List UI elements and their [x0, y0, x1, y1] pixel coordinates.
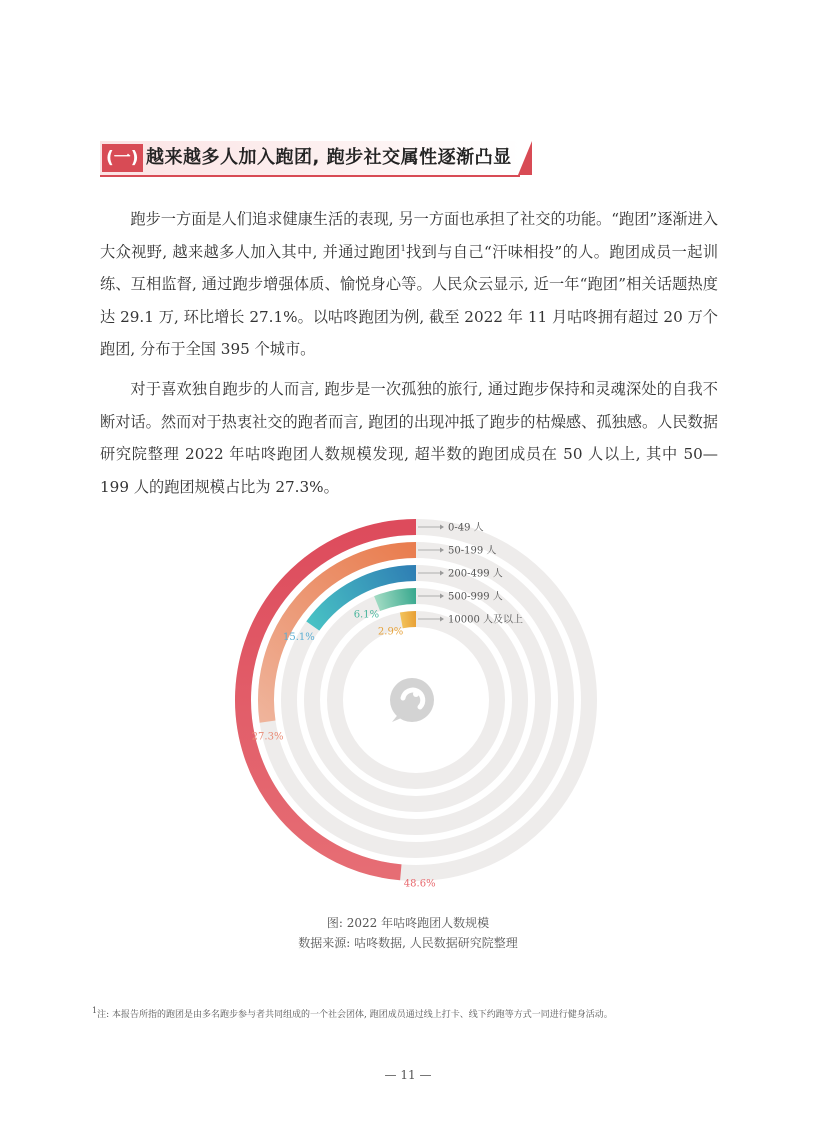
footnote-mark: 1 — [92, 1006, 98, 1015]
section-heading — [100, 141, 540, 177]
legend-label: 10000 人及以上 — [448, 614, 523, 626]
figure-source: 数据来源: 咕咚数据, 人民数据研究院整理 — [298, 936, 518, 950]
value-label: 6.1% — [353, 609, 380, 621]
value-label: 48.6% — [403, 878, 436, 890]
section-title: 越来越多人加入跑团, 跑步社交属性逐渐凸显 — [146, 147, 512, 168]
footnote — [92, 1007, 613, 1020]
figure-caption: 图: 2022 年咕咚跑团人数规模 — [326, 916, 490, 930]
section-heading-notch — [518, 141, 532, 175]
footnote-text: 注: 本报告所指的跑团是由多名跑步参与者共同组成的一个社会团体, 跑团成员通过线上打卡、线下约跑等方式一同进行健身活动。 — [97, 1010, 613, 1020]
legend-label: 50-199 人 — [448, 545, 497, 557]
legend-label: 0-49 人 — [448, 522, 484, 534]
value-label: 15.1% — [283, 631, 315, 643]
paragraph-1 — [100, 203, 718, 366]
legend-label: 200-499 人 — [448, 568, 503, 580]
footnote-ref: 1 — [400, 243, 406, 253]
value-label: 2.9% — [377, 626, 404, 638]
radial-bar-chart — [0, 505, 816, 895]
section-number: (一) — [102, 144, 143, 172]
chart-bar — [377, 596, 416, 604]
paragraph-1-part-a: 跑步一方面是人们追求健康生活的表现, 另一方面也承担了社交的功能。“跑团”逐渐进入大众视野, 越来越多人加入其中, 并通过跑团 — [100, 210, 718, 261]
chart-bar — [401, 619, 416, 620]
value-label: 27.3% — [251, 731, 284, 743]
legend-label: 500-999 人 — [448, 591, 503, 603]
gudong-logo-icon — [390, 678, 434, 722]
page-number: — 11 — — [384, 1068, 432, 1082]
paragraph-2: 对于喜欢独自跑步的人而言, 跑步是一次孤独的旅行, 通过跑步保持和灵魂深处的自我不断对话。然而对于热衷社交的跑者而言, 跑团的出现冲抵了跑步的枯燥感、孤独感。人民数据研究院整理 2022 年咕咚跑团人数规模发现, 超半数的跑团成员在 50 人以上, 其中 50—199 人的跑团规模占比为 27.3%。 — [100, 380, 718, 496]
paragraph-1-part-b: 找到与自己“汗味相投”的人。跑团成员一起训练、互相监督, 通过跑步增强体质、愉悦身心等。人民众云显示, 近一年“跑团”相关话题热度达 29.1 万, 环比增长 27.1%。以咕咚跑团为例, 截至 2022 年 11 月咕咚拥有超过 20 万个跑团, 分布于全国 395 个城市。 — [100, 242, 719, 358]
